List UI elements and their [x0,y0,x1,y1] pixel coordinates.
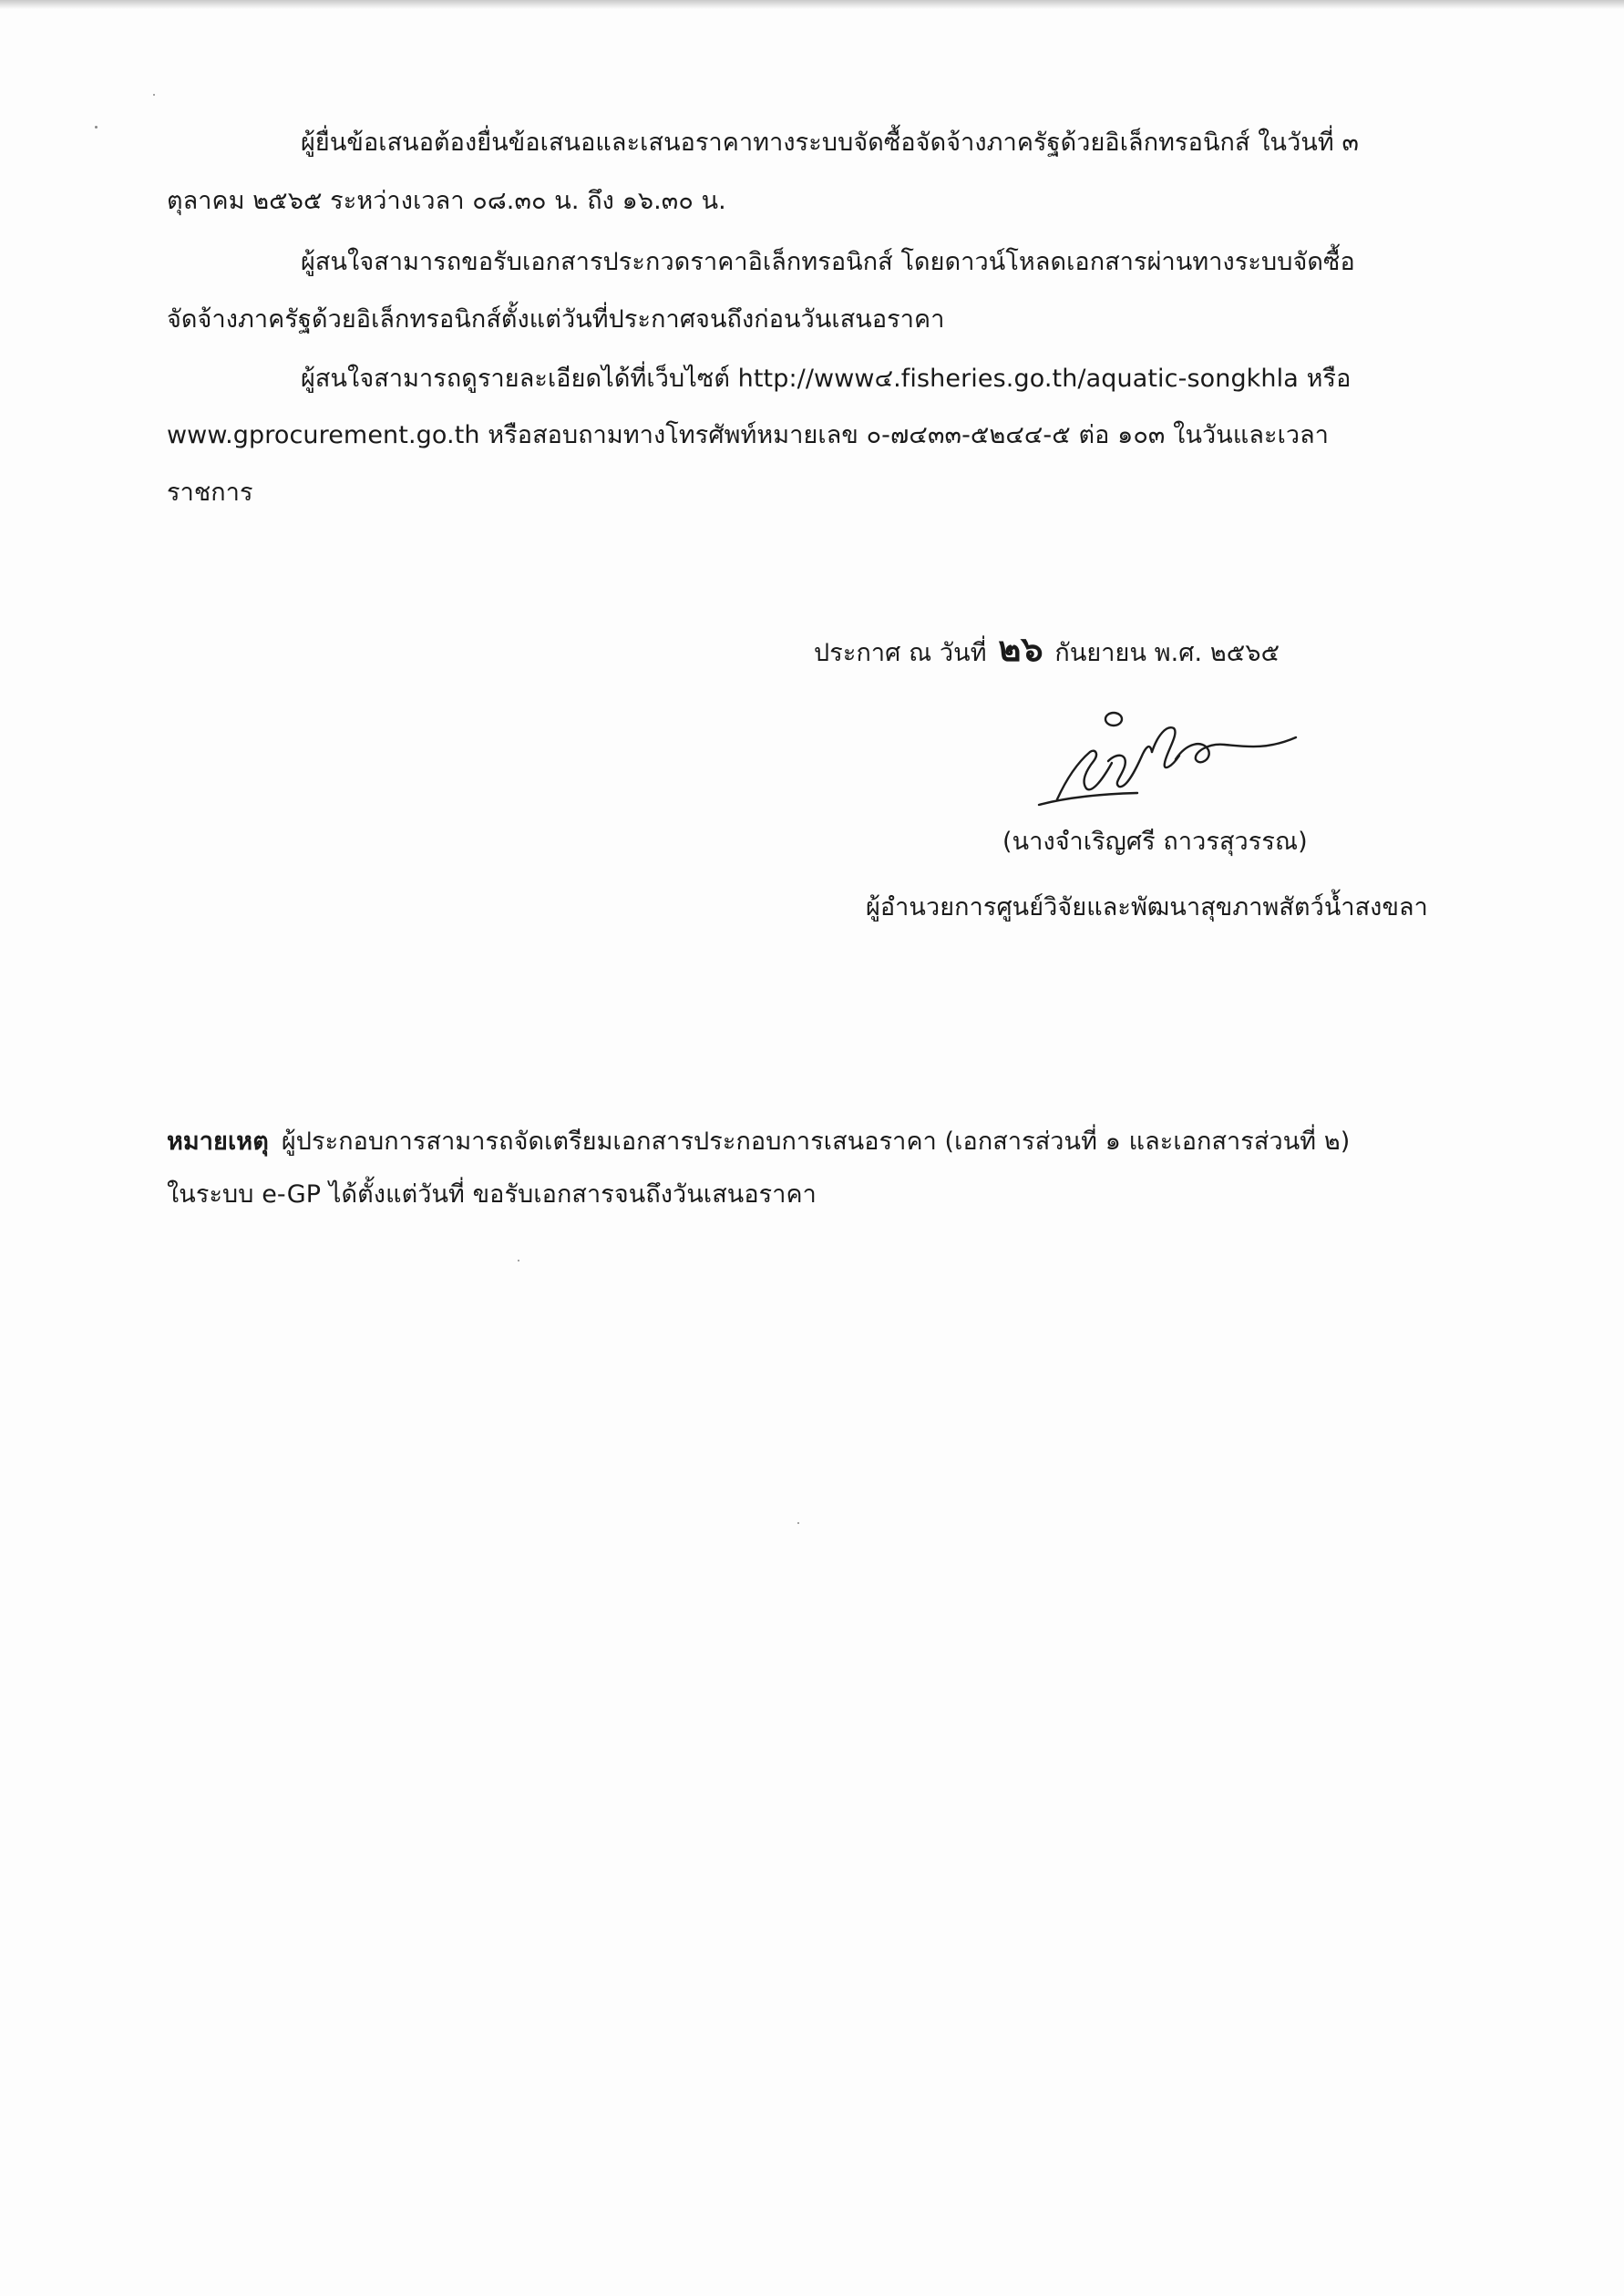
handwritten-signature [1030,706,1331,816]
note-line-2: ในระบบ e-GP ได้ตั้งแต่วันที่ ขอรับเอกสารจนถึงวันเสนอราคา [167,1180,817,1209]
paragraph-2-line-2: จัดจ้างภาครัฐด้วยอิเล็กทรอนิกส์ตั้งแต่วันที่ประกาศจนถึงก่อนวันเสนอราคา [167,305,945,334]
announcement-day-handwritten: ๒๖ [998,629,1043,669]
signatory-title: ผู้อำนวยการศูนย์วิจัยและพัฒนาสุขภาพสัตว์น้ำสงขลา [866,893,1428,921]
note-text-1: ผู้ประกอบการสามารถจัดเตรียมเอกสารประกอบการเสนอราคา (เอกสารส่วนที่ ๑ และเอกสารส่วนที่ ๒) [281,1127,1351,1156]
paragraph-1-line-2: ตุลาคม ๒๕๖๕ ระหว่างเวลา ๐๘.๓๐ น. ถึง ๑๖.๓๐ น. [167,187,726,215]
scan-speck [153,94,155,96]
paragraph-1-line-1: ผู้ยื่นข้อเสนอต้องยื่นข้อเสนอและเสนอราคาทางระบบจัดซื้อจัดจ้างภาครัฐด้วยอิเล็กทรอนิกส์ ในวันที่ ๓ [301,129,1360,157]
scan-speck [797,1522,799,1524]
announcement-date-suffix: กันยายน พ.ศ. ๒๕๖๕ [1054,639,1280,667]
scan-speck [95,126,98,129]
paragraph-3-line-1: ผู้สนใจสามารถดูรายละเอียดได้ที่เว็บไซต์ http://www๔.fisheries.go.th/aquatic-songkhla หรือ [301,365,1352,393]
signatory-name: (นางจำเริญศรี ถาวรสุวรรณ) [1002,828,1308,856]
note-line-1 [167,1126,1350,1158]
scan-edge-shadow [0,0,1624,9]
note-label: หมายเหตุ [167,1127,269,1156]
scan-speck [518,1260,519,1261]
announcement-date [814,629,1280,670]
paragraph-3-line-3: ราชการ [167,479,253,507]
announcement-date-prefix: ประกาศ ณ วันที่ [814,639,987,667]
paragraph-2-line-1: ผู้สนใจสามารถขอรับเอกสารประกวดราคาอิเล็กทรอนิกส์ โดยดาวน์โหลดเอกสารผ่านทางระบบจัดซื้อ [301,248,1355,276]
paragraph-3-line-2: www.gprocurement.go.th หรือสอบถามทางโทรศัพท์หมายเลข ๐-๗๔๓๓-๕๒๔๔-๕ ต่อ ๑๐๓ ในวันและเวลา [167,421,1330,449]
